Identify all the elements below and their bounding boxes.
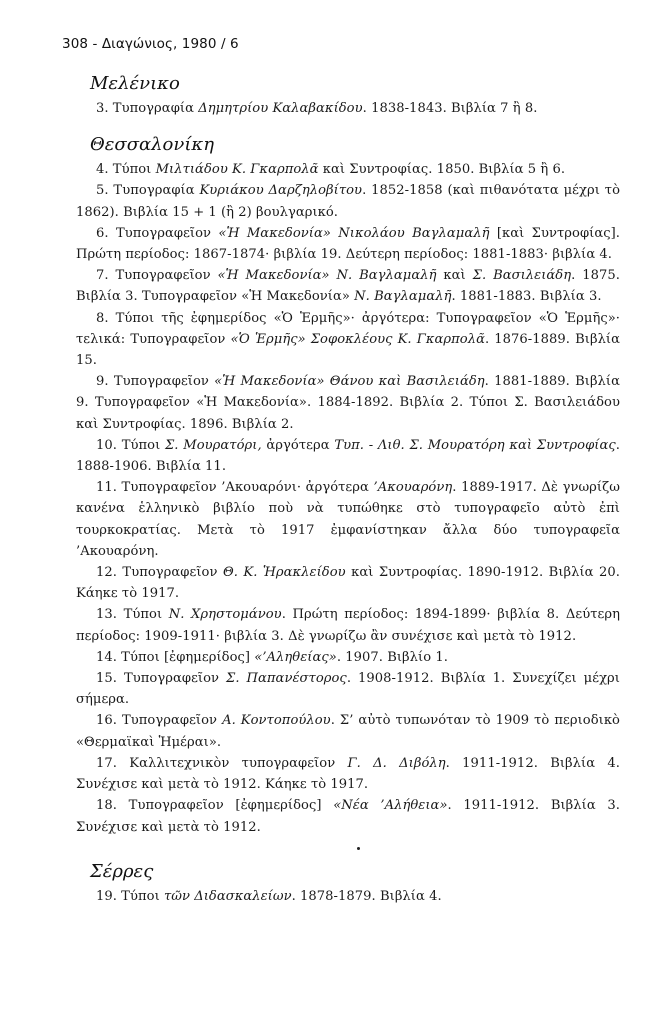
italic-name: «’Αληθείας»: [254, 649, 337, 665]
entry-paragraph: [76, 795, 620, 837]
section-title: Σέρρες: [90, 860, 154, 882]
entry-text: ἀργότερα: [261, 437, 335, 453]
italic-name: ’Ακουαρόνη: [373, 480, 453, 496]
entry-text: 10. Τύποι: [96, 437, 165, 453]
entry-text: . 1908-1912. Βιβλία 1. Συνεχίζει μέχρι σήμερα.: [76, 671, 620, 708]
entry-text: . 1911-1912. Βιβλία 3. Συνέχισε καὶ μετὰ τὸ 1912.: [76, 798, 621, 835]
entry-text: 16. Τυπογραφεῖον: [96, 713, 223, 729]
entry-text: . 1876-1889. Βιβλία 15.: [76, 331, 620, 369]
entry-text: 9. Τυπογραφεῖον: [96, 374, 215, 390]
section-serres: [76, 860, 620, 907]
entry-text: . 1878-1879. Βιβλία 4.: [291, 888, 442, 904]
entry-text: . Σ’ αὐτὸ τυπωνόταν τὸ 1909 τὸ περιοδικὸ «Θερμαϊκαὶ Ἡμέραι».: [76, 713, 620, 750]
entry-text: 6. Τυπογραφεῖον: [96, 225, 219, 241]
entry-list: [76, 98, 620, 119]
entry-text: καὶ: [436, 268, 473, 284]
entry-text: 11. Τυπογραφεῖον ’Ακουαρόνι· ἀργότερα: [96, 480, 374, 496]
entry-paragraph: [76, 98, 620, 119]
entry-text: 4. Τύποι: [96, 162, 156, 178]
section-title: Μελένικο: [90, 73, 180, 94]
italic-name: Σ. Βασιλειάδη: [472, 268, 572, 284]
entry-paragraph: [76, 753, 620, 795]
entry-text: . 1888-1906. Βιβλία 11.: [76, 437, 620, 475]
entry-paragraph: [76, 562, 620, 604]
entry-text: 8. Τύποι τῆς ἐφημερίδος «Ὁ Ἑρμῆς»· ἀργότερα: Τυπογραφεῖον «Ὁ Ἑρμῆς»· τελικά: Τυπογραφεῖον: [76, 310, 620, 347]
entry-paragraph: [76, 647, 620, 668]
italic-name: Κυριάκου Δαρζηλοβίτου: [199, 183, 363, 199]
entry-list: [76, 159, 620, 838]
entry-text: . 1907. Βιβλίο 1.: [336, 649, 448, 665]
italic-name: «Ἡ Μακεδονία» Ν. Βαγλαμαλῆ: [217, 268, 437, 284]
entry-paragraph: [76, 435, 620, 477]
italic-name: Α. Κοντοπούλου: [222, 713, 331, 729]
document-body: [76, 72, 620, 921]
italic-name: Δημητρίου Καλαβακίδου: [198, 101, 363, 116]
entry-paragraph: [76, 886, 620, 907]
italic-name: Μιλτιάδου Κ. Γκαρπολᾶ: [155, 162, 319, 178]
italic-name: τῶν Διδασκαλείων: [163, 888, 292, 904]
italic-name: Ν. Βαγλαμαλῆ: [354, 289, 452, 305]
entry-text: 14. Τύποι [ἐφημερίδος]: [96, 649, 255, 665]
italic-name: «Ἡ Μακεδονία» Θάνου καὶ Βασιλειάδη: [214, 374, 485, 390]
entry-text: 18. Τυπογραφεῖον [ἐφημερίδος]: [96, 798, 334, 814]
running-head: 308 - Διαγώνιος, 1980 / 6: [62, 36, 239, 52]
italic-name: «Ἡ Μακεδονία» Νικολάου Βαγλαμαλῆ: [218, 225, 490, 241]
entry-text: . 1838-1843. Βιβλία 7 ἢ 8.: [362, 101, 538, 116]
entry-paragraph: [76, 371, 620, 435]
entry-text: 13. Τύποι: [96, 607, 169, 623]
entry-paragraph: [76, 477, 620, 562]
print-speck: [357, 847, 360, 850]
italic-name: Γ. Δ. Διβόλη: [347, 755, 446, 771]
entry-text: . 1852-1858 (καὶ πιθανότατα μέχρι τὸ 1862). Βιβλία 15 + 1 (ἢ 2) βουλγαρικό.: [76, 183, 620, 220]
section-melenikon: [76, 72, 620, 119]
entry-paragraph: [76, 180, 620, 222]
entry-text: . 1881-1883. Βιβλία 3.: [451, 289, 602, 305]
italic-name: Τυπ. - Λιθ. Σ. Μουρατόρη καὶ Συντροφίας: [334, 437, 616, 453]
entry-text: . Πρώτη περίοδος: 1894-1899· βιβλία 8. Δεύτερη περίοδος: 1909-1911· βιβλία 3. Δὲ γνωρίζω ἂν συνέχισε καὶ μετὰ τὸ 1912.: [76, 607, 620, 644]
entry-text: καὶ Συντροφίας. 1890-1912. Βιβλία 20. Κάηκε τὸ 1917.: [76, 565, 620, 602]
entry-text: 19. Τύποι: [96, 888, 164, 904]
italic-name: Θ. Κ. Ἡρακλείδου: [222, 565, 346, 581]
italic-name: Σ. Παπανέστορος: [226, 671, 347, 687]
italic-name: Σ. Μουρατόρι,: [165, 437, 262, 453]
entry-text: 17. Καλλιτεχνικὸν τυπογραφεῖον: [96, 755, 348, 771]
entry-paragraph: [76, 710, 620, 752]
entry-text: [καὶ Συντροφίας]. Πρώτη περίοδος: 1867-1874· βιβλία 19. Δεύτερη περίοδος: 1881-1883· βιβλία 4.: [76, 225, 621, 263]
entry-text: 5. Τυπογραφία: [96, 183, 200, 199]
section-thessaloniki: [76, 133, 620, 838]
entry-text: 7. Τυπογραφεῖον: [96, 268, 218, 284]
italic-name: «Ὁ Ἑρμῆς» Σοφοκλέους Κ. Γκαρπολᾶ: [230, 331, 485, 347]
entry-paragraph: [76, 265, 620, 307]
section-title: Θεσσαλονίκη: [90, 134, 214, 156]
entry-paragraph: [76, 604, 620, 646]
entry-paragraph: [76, 223, 620, 265]
entry-text: 15. Τυπογραφεῖον: [96, 671, 227, 687]
entry-text: . 1911-1912. Βιβλία 4. Συνέχισε καὶ μετὰ τὸ 1912. Κάηκε τὸ 1917.: [76, 755, 620, 793]
entry-paragraph: [76, 668, 620, 710]
entry-text: . 1875. Βιβλία 3. Τυπογραφεῖον «Ἡ Μακεδονία»: [76, 268, 620, 305]
entry-text: . 1889-1917. Δὲ γνωρίζω κανένα ἑλληνικὸ βιβλίο ποὺ νὰ τυπώθηκε στὸ τυπογραφεῖο αὐτὸ ἐπὶ τουρκοκρατίας. Μετὰ τὸ 1917 ἐμφανίστηκαν ἄλλα δύο τυπογραφεῖα ’Ακουαρόνη.: [76, 480, 620, 559]
entry-text: 12. Τυπογραφεῖον: [96, 565, 223, 581]
italic-name: Ν. Χρηστομάνου: [168, 607, 282, 623]
entry-text: 3. Τυπογραφία: [96, 101, 199, 116]
entry-text: . 1881-1889. Βιβλία 9. Τυπογραφεῖον «Ἡ Μακεδονία». 1884-1892. Βιβλία 2. Τύποι Σ. Βασιλειάδου καὶ Συντροφίας. 1896. Βιβλία 2.: [76, 374, 620, 432]
italic-name: «Νέα ’Αλήθεια»: [333, 798, 448, 814]
entry-text: καὶ Συντροφίας. 1850. Βιβλία 5 ἢ 6.: [318, 162, 566, 178]
entry-paragraph: [76, 308, 620, 372]
entry-list: [76, 886, 620, 907]
entry-paragraph: [76, 159, 620, 180]
